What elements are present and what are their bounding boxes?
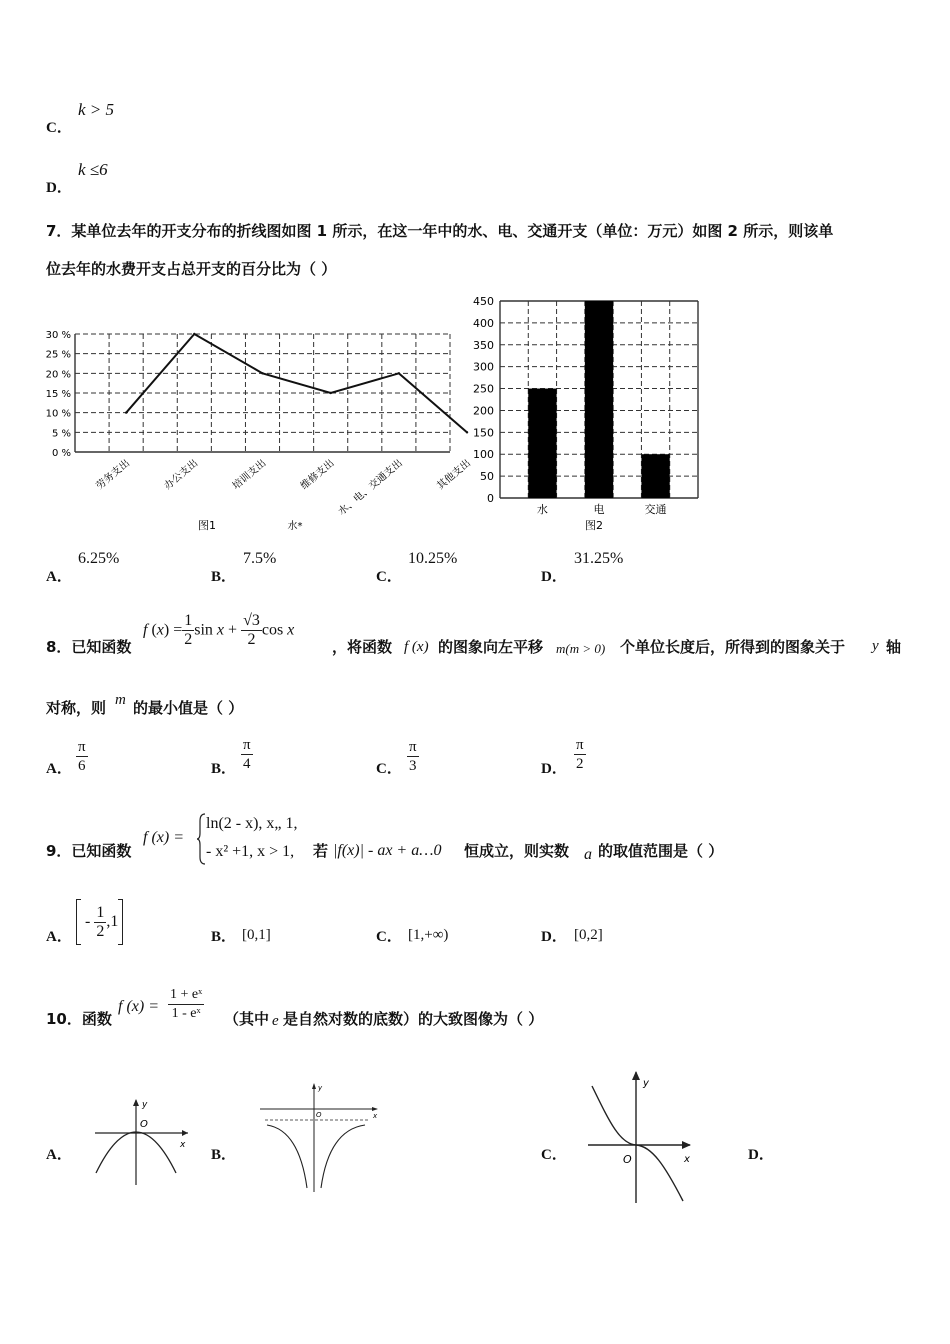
x-tick-label: 维修支出 — [298, 457, 337, 493]
q9-ineq: |f(x)| - ax + a…0 — [333, 842, 442, 859]
q9-prefix: 9．已知函数 — [46, 842, 132, 860]
q9-option-d-value: [0,2] — [574, 927, 603, 943]
q10-fraction: $\frac{\text{1 + eˣ}}{\text{1 - eˣ}}$ — [170, 987, 203, 1021]
q7-option-b-label: B． — [211, 569, 237, 585]
x-tick-label: 水、电、交通支出 — [336, 457, 405, 518]
y-tick-label: 150 — [473, 426, 494, 440]
x-tick-label: 电 — [593, 503, 605, 516]
q10-graph-b — [255, 1080, 385, 1195]
svg-text:O: O — [140, 1119, 148, 1130]
q9-option-b-value: [0,1] — [242, 927, 271, 943]
x-tick-label: 办公支出 — [162, 457, 201, 493]
x-tick-label: 交通 — [644, 503, 667, 516]
option-d-label: D． — [46, 180, 72, 196]
bar-电 — [585, 301, 613, 498]
figure2-bar-chart — [470, 292, 710, 537]
q8-prefix: 8．已知函数 — [46, 638, 132, 656]
y-tick-label: 15 % — [45, 389, 71, 400]
y-tick-label: 10 % — [45, 408, 71, 420]
x-tick-label: 培训支出 — [230, 457, 269, 493]
svg-text:y: y — [643, 1078, 649, 1089]
y-tick-label: 50 — [480, 470, 494, 484]
q8-formula: f (x) = $\frac{1}{2}$ sin x + $\frac{√3}{2}$ cos x — [143, 612, 295, 648]
q8-option-d-label: D． — [541, 761, 567, 777]
q8-mid2: 的图象向左平移 — [438, 638, 544, 656]
y-tick-label: 300 — [473, 360, 494, 374]
q9-mid: 若 — [313, 842, 329, 860]
y-tick-label: 25 % — [45, 349, 71, 361]
q7-option-c-value: 10.25% — [408, 550, 458, 567]
q8-option-c-value: $\frac{\pi}{3}$ — [409, 739, 417, 774]
q8-mid1: ，将函数 — [332, 638, 393, 656]
q9-case1: ln(2 - x), x„ 1, — [206, 815, 298, 832]
data-point — [466, 431, 468, 433]
x-tick-label: 其他支出 — [435, 457, 473, 493]
q8-shift: m(m > 0) — [556, 641, 606, 656]
svg-text:y: y — [318, 1084, 323, 1092]
y-tick-label: 5 % — [51, 428, 71, 440]
data-point — [261, 372, 263, 374]
q9-suffix: 的取值范围是（ ） — [598, 842, 724, 860]
q10-evar: e — [272, 1013, 279, 1029]
svg-text:x: x — [373, 1112, 378, 1120]
q10-mid: （其中 — [224, 1010, 270, 1028]
option-d-value: k ≤6 — [78, 160, 108, 179]
chart-title: 图2 — [585, 519, 603, 532]
q10-option-d-label: D． — [748, 1147, 774, 1163]
q8-suffix: 轴 — [886, 638, 902, 656]
q9-option-a-value: - $\frac{1}{2}$ ,1 — [76, 899, 123, 945]
q10-graph-c — [580, 1068, 700, 1206]
q9-mid2: 恒成立，则实数 — [464, 842, 570, 860]
data-point — [125, 411, 127, 413]
q9-fx: f (x) = — [143, 829, 184, 846]
figure1-line-chart — [40, 322, 473, 537]
svg-text:O: O — [623, 1153, 632, 1166]
q10-graph-a — [90, 1095, 195, 1190]
bar-水 — [528, 389, 556, 498]
option-c-label: C． — [46, 120, 72, 136]
q7-option-a-label: A． — [46, 569, 72, 585]
q7-option-d-label: D． — [541, 569, 567, 585]
data-point — [193, 333, 195, 335]
y-tick-label: 20 % — [45, 369, 71, 381]
q7-option-a-value: 6.25% — [78, 550, 120, 567]
bar-交通 — [641, 454, 669, 498]
data-point — [329, 392, 331, 394]
q8-option-b-label: B． — [211, 761, 237, 777]
x-tick-label: 水 — [536, 503, 548, 516]
chart-footnote: 水* — [287, 521, 303, 532]
q7-option-d-value: 31.25% — [574, 550, 624, 567]
q8-option-c-label: C． — [376, 761, 402, 777]
option-c-value: k > 5 — [78, 100, 115, 119]
q8-fx: f (x) — [404, 639, 429, 655]
q9-brace-icon — [196, 813, 206, 865]
q10-option-c-label: C． — [541, 1147, 567, 1163]
q7-line2: 位去年的水费开支占总开支的百分比为（ ） — [46, 260, 337, 278]
x-tick-label: 劳务支出 — [94, 457, 133, 493]
q8-option-a-value: $\frac{\pi}{6}$ — [78, 739, 86, 774]
q10-option-b-label: B． — [211, 1147, 237, 1163]
q8-option-d-value: $\frac{\pi}{2}$ — [576, 737, 584, 772]
q9-option-c-label: C． — [376, 929, 402, 945]
chart-title: 图1 — [198, 519, 216, 532]
q9-option-c-value: [1,+∞) — [408, 927, 449, 943]
y-tick-label: 100 — [473, 448, 494, 462]
q8-axis-var: y — [872, 638, 879, 654]
q7-option-b-value: 7.5% — [243, 550, 277, 567]
q9-option-a-label: A． — [46, 929, 72, 945]
q10-prefix: 10．函数 — [46, 1010, 112, 1028]
q9-option-b-label: B． — [211, 929, 237, 945]
y-tick-label: 400 — [473, 316, 494, 330]
q8-line2b: 的最小值是（ ） — [133, 699, 244, 717]
q10-option-a-label: A． — [46, 1147, 72, 1163]
y-tick-label: 30 % — [45, 330, 71, 341]
y-tick-label: 200 — [473, 404, 494, 418]
q9-case2: - x² +1, x > 1, — [206, 843, 295, 860]
svg-text:O: O — [316, 1111, 322, 1119]
q9-var: a — [584, 846, 592, 863]
q10-fx: f (x) = — [118, 998, 159, 1015]
q8-mid3: 个单位长度后，所得到的图象关于 — [620, 638, 846, 656]
y-tick-label: 0 % — [51, 448, 71, 459]
svg-text:x: x — [684, 1154, 690, 1165]
svg-text:y: y — [142, 1100, 148, 1110]
y-tick-label: 0 — [487, 492, 494, 505]
q8-line2a: 对称，则 — [46, 699, 107, 717]
svg-text:x: x — [180, 1140, 186, 1150]
y-tick-label: 450 — [473, 295, 494, 308]
q8-line2-var: m — [115, 692, 126, 708]
q8-option-a-label: A． — [46, 761, 72, 777]
q7-line1: 7．某单位去年的开支分布的折线图如图 1 所示，在这一年中的水、电、交通开支（单位：万元）如图 2 所示，则该单 — [46, 222, 834, 240]
q9-option-d-label: D． — [541, 929, 567, 945]
y-tick-label: 350 — [473, 338, 494, 352]
q8-option-b-value: $\frac{\pi}{4}$ — [243, 737, 251, 772]
data-point — [398, 372, 400, 374]
y-tick-label: 250 — [473, 382, 494, 396]
q7-option-c-label: C． — [376, 569, 402, 585]
q10-suffix: 是自然对数的底数）的大致图像为（ ） — [283, 1010, 544, 1028]
